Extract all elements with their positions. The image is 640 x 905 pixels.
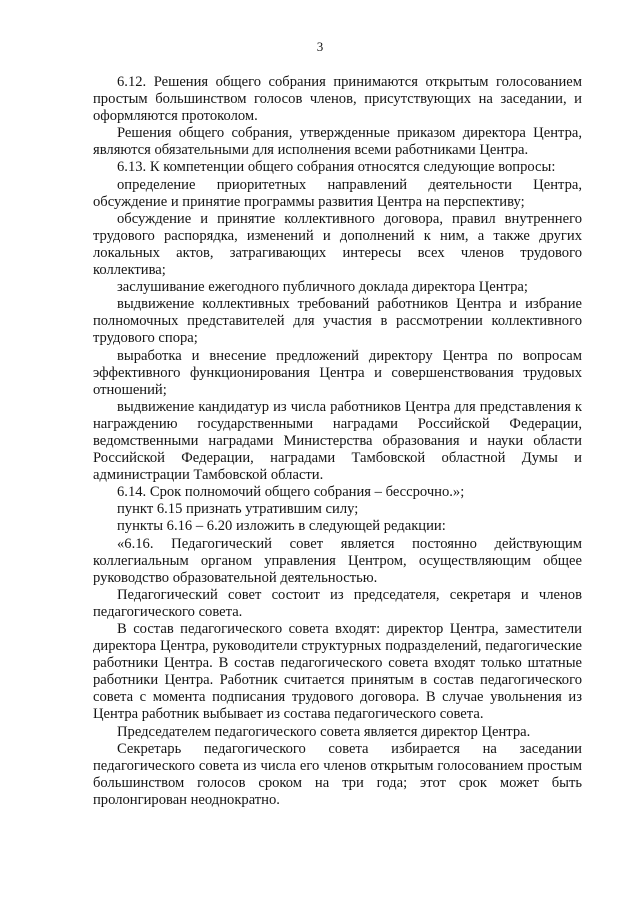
- paragraph: выдвижение кандидатур из числа работников Центра для представления к награждению государственными наградами Российской Федерации, ведомственными наградами Министерства образования и науки области Российской Федерации, наградами Тамбовской областной Думы и администрации Тамбовской области.: [93, 398, 582, 484]
- paragraph: обсуждение и принятие коллективного договора, правил внутреннего трудового распорядка, изменений и дополнений к ним, а также других локальных актов, затрагивающих интересы всех членов трудового коллектива;: [93, 210, 582, 279]
- paragraph: определение приоритетных направлений деятельности Центра, обсуждение и принятие программы развития Центра на перспективу;: [93, 176, 582, 210]
- paragraph: 6.12. Решения общего собрания принимаются открытым голосованием простым большинством голосов членов, присутствующих на заседании, и оформляются протоколом.: [93, 74, 582, 125]
- paragraph: «6.16. Педагогический совет является постоянно действующим коллегиальным органом управления Центром, осуществляющим общее руководство образовательной деятельностью.: [93, 535, 582, 586]
- paragraph: выдвижение коллективных требований работников Центра и избрание полномочных представителей для участия в рассмотрении коллективного трудового спора;: [93, 296, 582, 347]
- paragraph: Председателем педагогического совета является директор Центра.: [117, 723, 531, 740]
- paragraph: Решения общего собрания, утвержденные приказом директора Центра, являются обязательными для исполнения всеми работниками Центра.: [93, 125, 582, 159]
- paragraph: 6.14. Срок полномочий общего собрания – бессрочно.»;: [117, 484, 465, 501]
- paragraph: Педагогический совет состоит из председателя, секретаря и членов педагогического совета.: [93, 586, 582, 620]
- document-body: [93, 74, 582, 809]
- paragraph: В состав педагогического совета входят: директор Центра, заместители директора Центра, руководители структурных подразделений, педагогические работники Центра. В состав педагогического совета входят только штатные работники Центра. Работник считается принятым в состав педагогического совета с момента подписания трудового договора. В случае увольнения из Центра работник выбывает из состава педагогического совета.: [93, 621, 582, 723]
- paragraph: пункты 6.16 – 6.20 изложить в следующей редакции:: [117, 518, 446, 535]
- paragraph: заслушивание ежегодного публичного доклада директора Центра;: [117, 279, 528, 296]
- page-number: 3: [316, 39, 324, 54]
- paragraph: Секретарь педагогического совета избирается на заседании педагогического совета из числа его членов открытым голосованием простым большинством голосов сроком на три года; этот срок может быть пролонгирован неоднократно.: [93, 740, 582, 808]
- paragraph: пункт 6.15 признать утратившим силу;: [117, 501, 359, 518]
- paragraph: выработка и внесение предложений директору Центра по вопросам эффективного функционирования Центра и совершенствования трудовых отношений;: [93, 347, 582, 398]
- paragraph: 6.13. К компетенции общего собрания относятся следующие вопросы:: [117, 159, 556, 176]
